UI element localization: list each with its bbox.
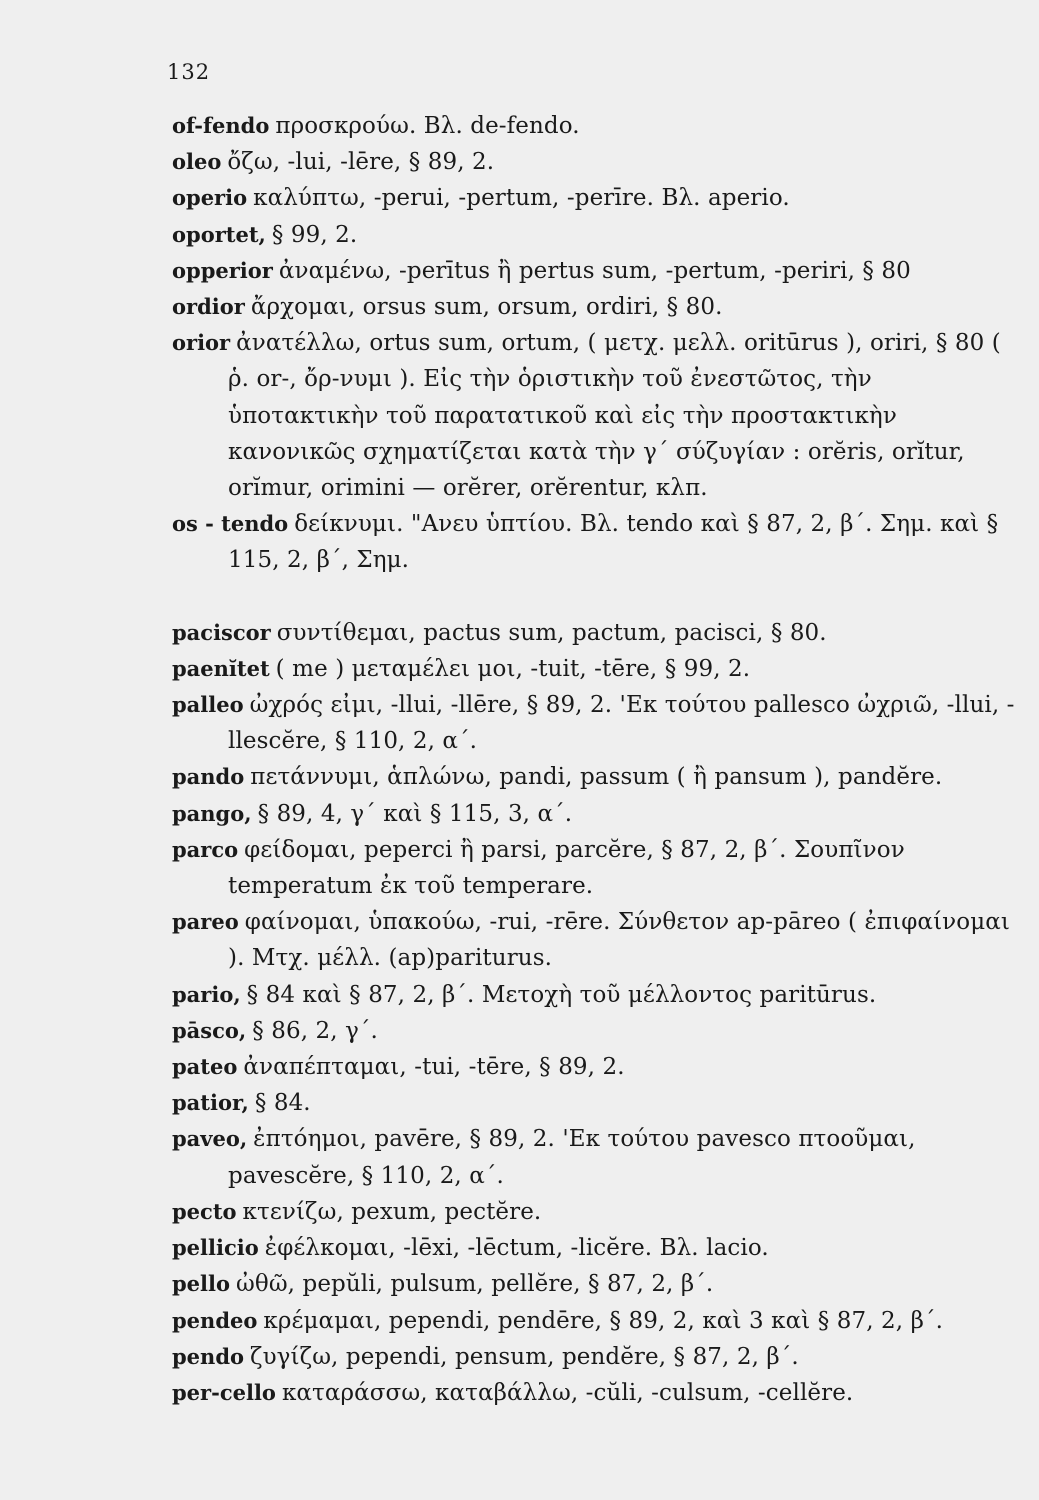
entry-headword: operio: [172, 185, 248, 211]
entry-definition: ( me ) μεταμέλει μοι, -tuit, -tēre, § 99, 2.: [275, 655, 751, 682]
entry-definition: ἄρχομαι, orsus sum, orsum, ordiri, § 80.: [250, 294, 723, 321]
entry-headword: paveo,: [172, 1126, 248, 1152]
entry-headword: os - tendo: [172, 511, 289, 537]
entry-definition: § 89, 4, γ΄ καὶ § 115, 3, α΄.: [257, 800, 573, 827]
dictionary-entry: [172, 1266, 1022, 1302]
dictionary-entry: [172, 977, 1022, 1013]
entry-headword: opperior: [172, 257, 273, 283]
entry-headword: of-fendo: [172, 113, 270, 138]
entry-definition: ὠθῶ, pepŭli, pulsum, pellĕre, § 87, 2, β΄.: [236, 1271, 714, 1298]
entry-headword: orior: [172, 330, 231, 356]
entry-definition: ἀνατέλλω, ortus sum, ortum, ( μετχ. μελλ. oritūrus ), oriri, § 80 ( ῥ. or-, ὄρ-νυμι ). Εἰς τὴν ὁριστικὴν τοῦ ἐνεστῶτος, τὴν ὑποτακτικὴν τοῦ παρατατικοῦ καὶ εἰς τὴν προστακτικὴν κανονικῶς σχηματίζεται κατὰ τὴν γ΄ σύζυγίαν : orĕris, orĭtur, orĭmur, orimini — orĕrer, orĕrentur, κλπ.: [228, 330, 1001, 502]
entry-definition: κρέμαμαι, pependi, pendēre, § 89, 2, καὶ 3 καὶ § 87, 2, β΄.: [263, 1307, 944, 1334]
entry-definition: συντίθεμαι, pactus sum, pactum, pacisci, § 80.: [276, 619, 827, 646]
entry-definition: § 99, 2.: [271, 221, 358, 248]
dictionary-entry: [172, 1375, 1022, 1411]
entry-headword: pango,: [172, 800, 252, 826]
entry-headword: parco: [172, 836, 239, 862]
dictionary-entry: [172, 904, 1022, 976]
dictionary-entry: [172, 1121, 1022, 1193]
dictionary-entry: [172, 615, 1022, 651]
entry-headword: pareo: [172, 909, 239, 935]
entry-definition: κτενίζω, pexum, pectĕre.: [242, 1198, 542, 1225]
dictionary-entry: [172, 1339, 1022, 1375]
dictionary-entry: [172, 1013, 1022, 1049]
dictionary-entry: [172, 180, 1022, 216]
entry-headword: pario,: [172, 981, 241, 1007]
dictionary-entry: [172, 253, 1022, 289]
page-number: 132: [167, 60, 211, 84]
entry-headword: paenĭtet: [172, 655, 270, 681]
entry-headword: pendo: [172, 1343, 245, 1369]
entry-headword: oportet,: [172, 221, 266, 247]
section-gap: [172, 579, 1022, 615]
dictionary-entry: [172, 832, 1022, 904]
dictionary-entry: [172, 289, 1022, 325]
dictionary-entry: [172, 325, 1022, 506]
entry-definition: ἐφέλκομαι, -lēxi, -lēctum, -licĕre. Βλ. lacio.: [264, 1235, 769, 1262]
entry-headword: pellicio: [172, 1235, 259, 1261]
entry-definition: καταράσσω, καταβάλλω, -cŭli, -culsum, -cellĕre.: [281, 1379, 854, 1406]
dictionary-entry: [172, 1049, 1022, 1085]
dictionary-entry: [172, 1085, 1022, 1121]
entry-definition: φαίνομαι, ὑπακούω, -rui, -rēre. Σύνθετον ap-pāreo ( ἐπιφαίνομαι ). Μτχ. μέλλ. (ap)pariturus.: [228, 909, 1011, 972]
entry-headword: palleo: [172, 692, 244, 718]
entry-headword: pāsco,: [172, 1017, 247, 1043]
entry-headword: per-cello: [172, 1379, 276, 1405]
entry-definition: § 86, 2, γ΄.: [252, 1017, 378, 1044]
entry-definition: ἀναμένω, -perītus ἢ pertus sum, -pertum, -periri, § 80: [278, 257, 911, 284]
dictionary-entry: [172, 1194, 1022, 1230]
dictionary-entry: [172, 144, 1022, 180]
entry-definition: ἐπτόημοι, pavēre, § 89, 2. 'Εκ τούτου pavesco πτοοῦμαι, pavescĕre, § 110, 2, α΄.: [228, 1126, 916, 1189]
dictionary-entries: [172, 108, 1022, 1411]
entry-definition: φείδομαι, peperci ἢ parsi, parcĕre, § 87, 2, β΄. Σουπῖνον temperatum ἐκ τοῦ temperare.: [228, 836, 905, 900]
entry-headword: patior,: [172, 1090, 249, 1116]
dictionary-entry: [172, 108, 1022, 144]
entry-definition: πετάννυμι, ἁπλώνω, pandi, passum ( ἢ pansum ), pandĕre.: [250, 764, 943, 791]
entry-definition: § 84.: [254, 1090, 311, 1117]
entry-headword: pello: [172, 1271, 231, 1297]
entry-headword: oleo: [172, 149, 222, 175]
dictionary-entry: [172, 651, 1022, 687]
entry-definition: § 84 καὶ § 87, 2, β΄. Μετοχὴ τοῦ μέλλοντος paritūrus.: [246, 981, 877, 1008]
entry-headword: pando: [172, 764, 245, 790]
entry-headword: paciscor: [172, 619, 271, 645]
entry-headword: ordior: [172, 294, 245, 320]
dictionary-entry: [172, 796, 1022, 832]
section-o-entries: [172, 108, 1022, 579]
dictionary-entry: [172, 1303, 1022, 1339]
dictionary-entry: [172, 759, 1022, 795]
dictionary-entry: [172, 1230, 1022, 1266]
entry-headword: pendeo: [172, 1307, 258, 1333]
entry-definition: ὄζω, -lui, -lēre, § 89, 2.: [227, 149, 495, 176]
entry-definition: προσκρούω. Βλ. de-fendo.: [275, 113, 580, 139]
entry-definition: δείκνυμι. "Ανευ ὑπτίου. Βλ. tendo καὶ § 87, 2, β΄. Σημ. καὶ § 115, 2, β΄, Σημ.: [228, 511, 999, 574]
section-p-entries: [172, 615, 1022, 1411]
entry-headword: pecto: [172, 1198, 237, 1224]
dictionary-entry: [172, 217, 1022, 253]
entry-headword: pateo: [172, 1054, 238, 1080]
dictionary-entry: [172, 506, 1022, 578]
dictionary-entry: [172, 687, 1022, 759]
entry-definition: ὠχρός εἰμι, -llui, -llēre, § 89, 2. 'Εκ τούτου pallesco ὠχριῶ, -llui, -llescĕre, § 110, 2, α΄.: [228, 692, 1015, 755]
entry-definition: ζυγίζω, pependi, pensum, pendĕre, § 87, 2, β΄.: [250, 1343, 799, 1370]
entry-definition: καλύπτω, -perui, -pertum, -perīre. Βλ. aperio.: [253, 185, 790, 212]
entry-definition: ἀναπέπταμαι, -tui, -tēre, § 89, 2.: [243, 1054, 625, 1081]
